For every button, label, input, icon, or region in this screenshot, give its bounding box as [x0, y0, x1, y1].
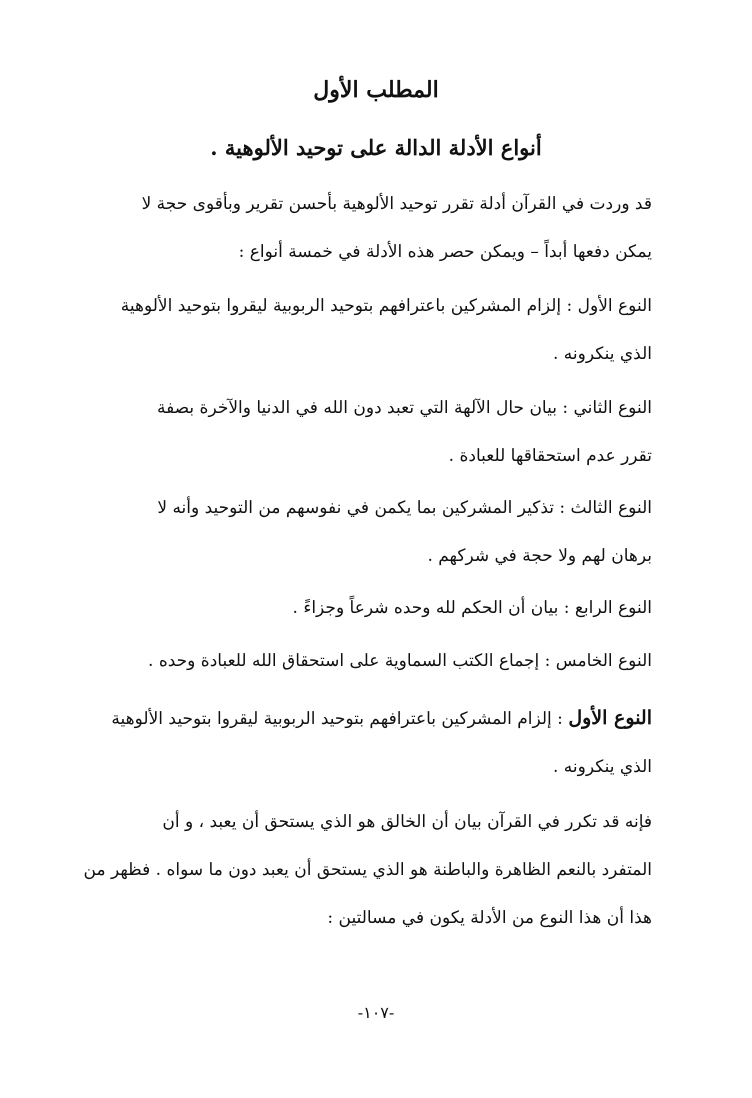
type-3-line-1: النوع الثالث : تذكير المشركين بما يكمن في نفوسهم من التوحيد وأنه لا	[157, 498, 652, 518]
type-3-paragraph	[72, 484, 652, 580]
closing-paragraph	[72, 798, 652, 942]
first-type-detail-line-2: الذي ينكرونه .	[552, 757, 652, 777]
intro-line-1: قد وردت في القرآن أدلة تقرر توحيد الألوهية بأحسن تقرير وبأقوى حجة لا	[141, 194, 652, 214]
first-type-detail-line-1	[72, 694, 652, 743]
type-1-paragraph	[72, 282, 652, 378]
page-number: -١٠٧-	[357, 1003, 395, 1022]
type-2-paragraph	[72, 384, 652, 480]
first-type-detail-paragraph	[72, 694, 652, 791]
type-4-line-1: النوع الرابع : بيان أن الحكم لله وحده شرعاً وجزاءً .	[292, 598, 652, 618]
closing-line-1: فإنه قد تكرر في القرآن بيان أن الخالق هو الذي يستحق أن يعبد ، و أن	[162, 812, 652, 832]
intro-paragraph	[72, 180, 652, 276]
section-subtitle: أنواع الأدلة الدالة على توحيد الألوهية .	[210, 135, 542, 160]
type-1-line-2: الذي ينكرونه .	[552, 344, 652, 364]
page-title: المطلب الأول	[313, 77, 439, 103]
first-type-detail-rest: : إلزام المشركين باعترافهم بتوحيد الربوبية ليقروا بتوحيد الألوهية	[111, 709, 569, 729]
first-type-label: النوع الأول	[568, 707, 652, 729]
type-4-paragraph	[72, 584, 652, 632]
closing-line-2: المتفرد بالنعم الظاهرة والباطنة هو الذي يستحق أن يعبد دون ما سواه . فظهر من	[83, 860, 652, 880]
type-5-paragraph	[72, 637, 652, 685]
type-1-line-1: النوع الأول : إلزام المشركين باعترافهم بتوحيد الربوبية ليقروا بتوحيد الألوهية	[120, 296, 652, 316]
type-5-line-1: النوع الخامس : إجماع الكتب السماوية على استحقاق الله للعبادة وحده .	[148, 651, 652, 671]
type-3-line-2: برهان لهم ولا حجة في شركهم .	[427, 546, 652, 566]
closing-line-3: هذا أن هذا النوع من الأدلة يكون في مسالتين :	[327, 908, 652, 928]
type-2-line-1: النوع الثاني : بيان حال الآلهة التي تعبد دون الله في الدنيا والآخرة بصفة	[156, 398, 652, 418]
type-2-line-2: تقرر عدم استحقاقها للعبادة .	[448, 446, 652, 466]
intro-line-2: يمكن دفعها أبداً – ويمكن حصر هذه الأدلة في خمسة أنواع :	[238, 242, 652, 262]
